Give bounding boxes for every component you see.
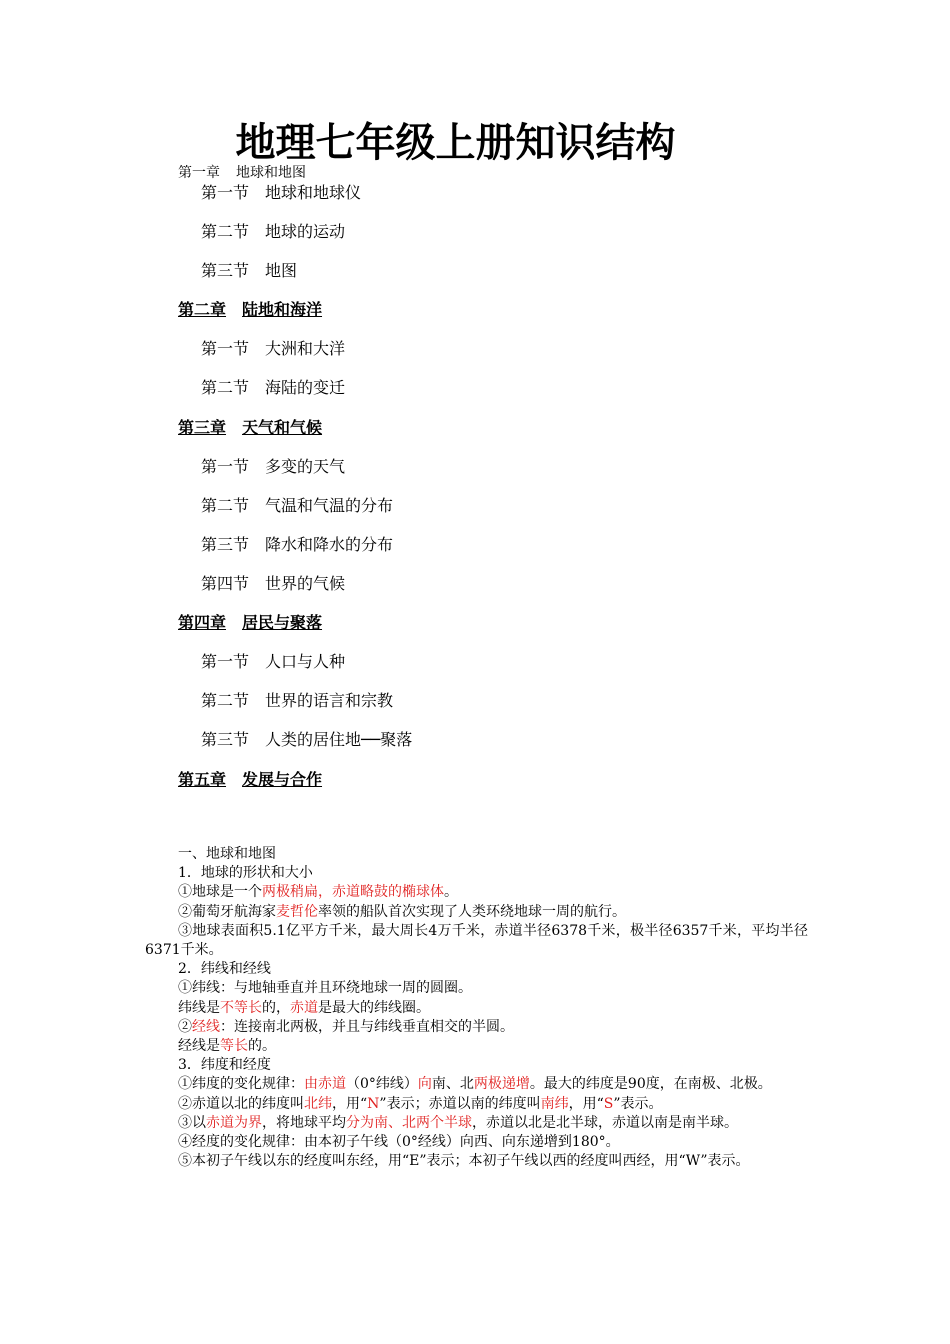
section-name: 多变的天气	[265, 457, 346, 476]
highlight-text: 赤道为界	[206, 1114, 262, 1131]
highlight-text: 两极稍扁，赤道略鼓的椭球体	[262, 884, 444, 901]
toc-section	[201, 338, 345, 360]
highlight-text: 麦哲伦	[276, 903, 318, 920]
chapter-name: 发展与合作	[242, 770, 323, 789]
chapter-name: 地球和地图	[236, 165, 306, 181]
toc-chapter-4	[178, 612, 322, 634]
section-name: 世界的语言和宗教	[265, 691, 394, 710]
highlight-text: S	[603, 1095, 614, 1112]
paragraph: ⑤本初子午线以东的经度叫东经，用“E”表示；本初子午线以西的经度叫西经，用“W”表示。	[178, 1153, 750, 1170]
highlight-text: 不等长	[220, 999, 262, 1016]
toc-section	[201, 573, 345, 595]
chapter-number: 第四章	[178, 613, 227, 632]
section-name: 地球和地球仪	[265, 183, 362, 202]
highlight-text: 赤道	[290, 999, 318, 1016]
highlight-text: 两极递增	[473, 1076, 530, 1093]
section-name: 人类的居住地──聚落	[265, 730, 413, 749]
section-name: 人口与人种	[265, 652, 346, 671]
section-name: 降水和降水的分布	[265, 535, 394, 554]
section-name: 气温和气温的分布	[265, 496, 394, 515]
section-name: 世界的气候	[265, 574, 346, 593]
section-name: 地图	[265, 261, 298, 280]
toc-section	[201, 534, 393, 556]
section-number: 第二节	[201, 691, 250, 710]
paragraph: ①地球是一个两极稍扁，赤道略鼓的椭球体。	[178, 884, 458, 901]
paragraph: ②葡萄牙航海家麦哲伦率领的船队首次实现了人类环绕地球一周的航行。	[178, 903, 626, 920]
chapter-name: 居民与聚落	[242, 613, 323, 632]
toc-section	[201, 182, 361, 204]
highlight-text: 北纬	[304, 1095, 332, 1112]
highlight-text: 等长	[220, 1038, 248, 1055]
highlight-text: 南纬	[540, 1095, 569, 1112]
chapter-number: 第一章	[178, 165, 220, 181]
chapter-number: 第五章	[178, 770, 227, 789]
toc-section	[201, 221, 345, 243]
toc-section	[201, 690, 393, 712]
chapter-number: 第三章	[178, 418, 227, 437]
section-number: 第一节	[201, 339, 250, 358]
paragraph: ③地球表面积5.1亿平方千米，最大周长4万千米，赤道半径6378千米，极半径6357千米，平均半径6371千米。	[145, 922, 808, 959]
section-name: 大洲和大洋	[265, 339, 346, 358]
toc-section	[201, 456, 345, 478]
toc-section	[201, 377, 345, 399]
section-number: 第一节	[201, 183, 250, 202]
paragraph: 纬线是不等长的，赤道是最大的纬线圈。	[178, 999, 430, 1016]
subsection-title: 1．地球的形状和大小	[178, 865, 313, 882]
paragraph: ④经度的变化规律：由本初子午线（0°经线）向西、向东递增到180°。	[178, 1134, 620, 1151]
section-number: 第二节	[201, 222, 250, 241]
paragraph: ①纬线：与地轴垂直并且环绕地球一周的圆圈。	[178, 980, 472, 997]
chapter-number: 第二章	[178, 300, 227, 319]
section-number: 第一节	[201, 652, 250, 671]
section-number: 第四节	[201, 574, 250, 593]
section-number: 第三节	[201, 535, 250, 554]
section-number: 第一节	[201, 457, 250, 476]
toc-section	[201, 260, 297, 282]
toc-chapter-1	[178, 163, 306, 183]
highlight-text: 由赤道	[304, 1076, 346, 1093]
paragraph: ②赤道以北的纬度叫北纬，用“N”表示；赤道以南的纬度叫南纬，用“S”表示。	[178, 1095, 663, 1112]
section-heading: 一、地球和地图	[178, 846, 276, 862]
section-number: 第三节	[201, 261, 250, 280]
toc-section	[201, 495, 393, 517]
toc-chapter-3	[178, 417, 322, 439]
section-number: 第三节	[201, 730, 250, 749]
toc-chapter-5	[178, 769, 322, 791]
highlight-text: 向	[417, 1076, 432, 1093]
section-name: 海陆的变迁	[265, 378, 346, 397]
paragraph: ②经线：连接南北两极，并且与纬线垂直相交的半圆。	[178, 1018, 514, 1035]
toc-section	[201, 651, 345, 673]
highlight-text: 分为南、北两个半球	[346, 1114, 472, 1131]
section-number: 第二节	[201, 378, 250, 397]
highlight-text: 经线	[192, 1018, 220, 1035]
paragraph: ①纬度的变化规律：由赤道（0°纬线）向南、北两极递增。最大的纬度是90度，在南极、北极。	[178, 1076, 772, 1093]
content-body	[145, 845, 808, 1171]
paragraph: 经线是等长的。	[178, 1038, 276, 1055]
toc-section	[201, 729, 412, 751]
chapter-name: 陆地和海洋	[242, 300, 323, 319]
section-name: 地球的运动	[265, 222, 346, 241]
toc-chapter-2	[178, 299, 322, 321]
subsection-title: 3．纬度和经度	[178, 1057, 271, 1074]
section-number: 第二节	[201, 496, 250, 515]
subsection-title: 2．纬线和经线	[178, 961, 271, 978]
chapter-name: 天气和气候	[242, 418, 323, 437]
page-title: 地理七年级上册知识结构	[235, 120, 676, 166]
paragraph: ③以赤道为界，将地球平均分为南、北两个半球，赤道以北是北半球，赤道以南是南半球。	[178, 1114, 738, 1131]
highlight-text: N	[367, 1095, 380, 1112]
